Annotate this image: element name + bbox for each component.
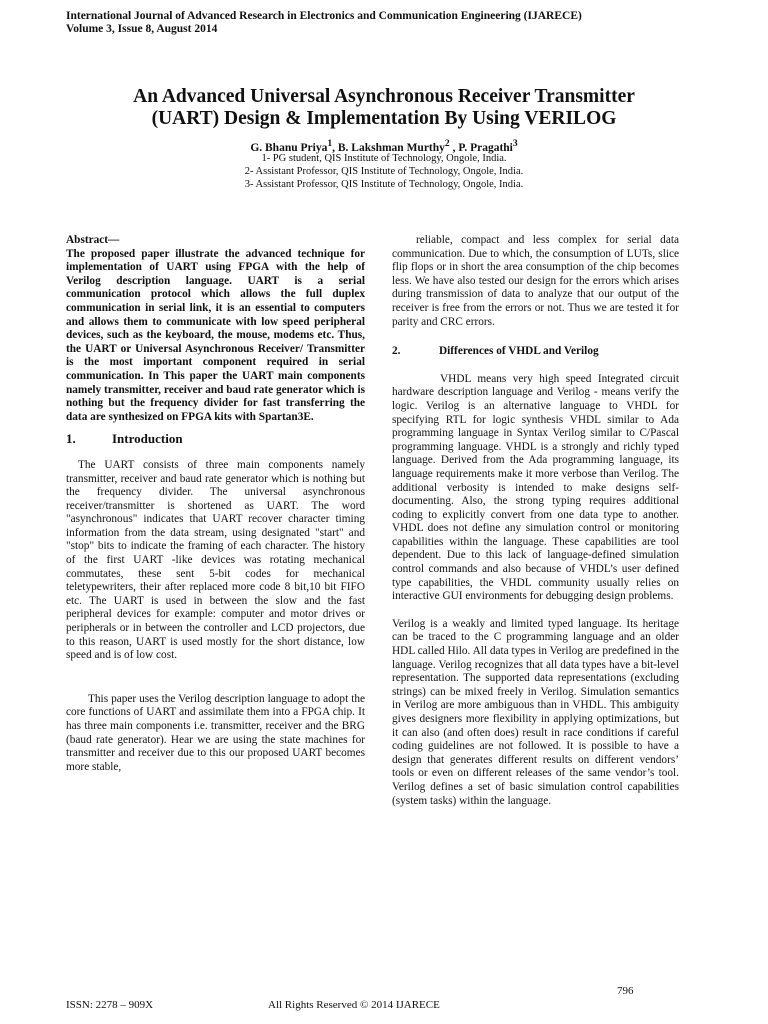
right-column bbox=[392, 234, 679, 808]
section-heading-introduction bbox=[66, 432, 365, 446]
section-title: Introduction bbox=[112, 431, 183, 447]
affiliation-1: 1- PG student, QIS Institute of Technology, Ongole, India. bbox=[261, 153, 507, 164]
journal-header bbox=[66, 10, 582, 36]
footer-issn: ISSN: 2278 – 909X bbox=[66, 999, 154, 1011]
page-number: 796 bbox=[617, 985, 634, 997]
paper-title bbox=[40, 86, 728, 130]
affiliation-2: 2- Assistant Professor, QIS Institute of Technology, Ongole, India. bbox=[244, 166, 524, 177]
paper-title-line1: An Advanced Universal Asynchronous Receiver Transmitter bbox=[133, 86, 635, 107]
footer-copyright: All Rights Reserved © 2014 IJARECE bbox=[268, 999, 440, 1011]
author-2-affil-mark: 2 bbox=[444, 138, 450, 149]
journal-volume: Volume 3, Issue 8, August 2014 bbox=[66, 23, 218, 35]
author-2: , B. Lakshman Murthy bbox=[332, 141, 445, 154]
affiliations bbox=[40, 152, 728, 191]
left-column bbox=[66, 234, 365, 774]
section-title: Differences of VHDL and Verilog bbox=[439, 345, 599, 358]
paper-title-line2: (UART) Design & Implementation By Using VERILOG bbox=[151, 108, 617, 129]
intro-paragraph-2: This paper uses the Verilog description language to adopt the core functions of UART and assimilate them into a FPGA chip. It has three main components i.e. transmitter, receiver and the BRG (baud rate generator). Hear we are using the state machines for transmitter and receiver due to this our proposed UART becomes more stable, bbox=[66, 692, 365, 773]
affiliation-3: 3- Assistant Professor, QIS Institute of Technology, Ongole, India. bbox=[244, 179, 524, 190]
section-number: 2. bbox=[392, 345, 401, 358]
vhdl-paragraph: VHDL means very high speed Integrated circuit hardware description language and Verilog - means verify the logic. Verilog is an alternative language to VHDL for specifying RTL for logic synthesis VHDL similar to Ada programming language in Syntax Verilog similar to C/Pascal programming language. VHDL is a strongly and richly typed language. Derived from the Ada programming language, its language requirements make it more verbose than Verilog. The additional verbosity is intended to make designs self-documenting. Also, the strong typing requires additional coding to explicitly convert from one data type to another. VHDL does not define any simulation control or monitoring capabilities within the language. These capabilities are tool dependent. Due to this lack of language-defined simulation control commands and also because of VHDL’s user defined type capabilities, the VHDL community usually relies on interactive GUI environments for debugging design problems. bbox=[392, 372, 679, 603]
abstract-heading: Abstract— bbox=[66, 234, 120, 246]
journal-name: International Journal of Advanced Research in Electronics and Communication Engineering (IJARECE) bbox=[66, 10, 582, 22]
intro-paragraph-2-continued: reliable, compact and less complex for serial data communication. Due to which, the consumption of LUTs, slice flip flops or in short the area consumption of the chip becomes less. We have also tested our design for the errors which arises during transmission of data to analyze that our output of the receiver is free from the errors or not. Thus we are tested it for parity and CRC errors. bbox=[392, 234, 679, 328]
section-heading-differences bbox=[392, 345, 679, 359]
author-3: , P. Pragathi bbox=[449, 141, 513, 154]
intro-paragraph-1: The UART consists of three main components namely transmitter, receiver and baud rate generator which is nothing but the frequency divider. The universal asynchronous receiver/transmitter is shortened as UART. The word "asynchronous" indicates that UART recover character timing information from the data stream, using designated "start" and "stop" bits to indicate the framing of each character. The history of the first UART -like devices was rotating mechanical commutates, these sent 5-bit codes for mechanical teletypewriters, their after replaced more code 8 bit,10 bit FIFO etc. The UART is used in between the slow and the fast peripheral devices for example: computer and motor drives or peripherals or in between the controller and LCD projectors, due to this reason, UART is used mostly for the short distance, low speed and is of low cost. bbox=[66, 458, 365, 662]
author-1: G. Bhanu Priya bbox=[250, 141, 328, 154]
section-number: 1. bbox=[66, 431, 76, 447]
author-3-affil-mark: 3 bbox=[512, 138, 518, 149]
author-1-affil-mark: 1 bbox=[327, 138, 333, 149]
abstract-body: The proposed paper illustrate the advanced technique for implementation of UART using FPGA with the help of Verilog description language. UART is a serial communication protocol which allows the full duplex communication in serial link, it is an essential to computers and allows them to communicate with low speed peripheral devices, such as the keyboard, the mouse, modems etc. Thus, the UART or Universal Asynchronous Receiver/ Transmitter is the most important component required in serial communication. In This paper the UART main components namely transmitter, receiver and baud rate generator which is nothing but the frequency divider for fast transferring the data are synthesized on FPGA kits with Spartan3E. bbox=[66, 247, 365, 423]
verilog-paragraph: Verilog is a weakly and limited typed language. Its heritage can be traced to the C programming language and an older HDL called Hilo. All data types in Verilog are predefined in the language. Verilog recognizes that all data types have a bit-level representation. The supported data representations (excluding strings) can be mixed freely in Verilog. Simulation semantics in Verilog are more ambiguous than in VHDL. This ambiguity gives designers more flexibility in applying optimizations, but it can also (and often does) result in race conditions if careful coding guidelines are not followed. It is possible to have a design that generates different results on different vendors’ tools or even on different releases of the same vendor’s tool. Verilog defines a set of basic simulation control capabilities (system tasks) within the language. bbox=[392, 617, 679, 807]
